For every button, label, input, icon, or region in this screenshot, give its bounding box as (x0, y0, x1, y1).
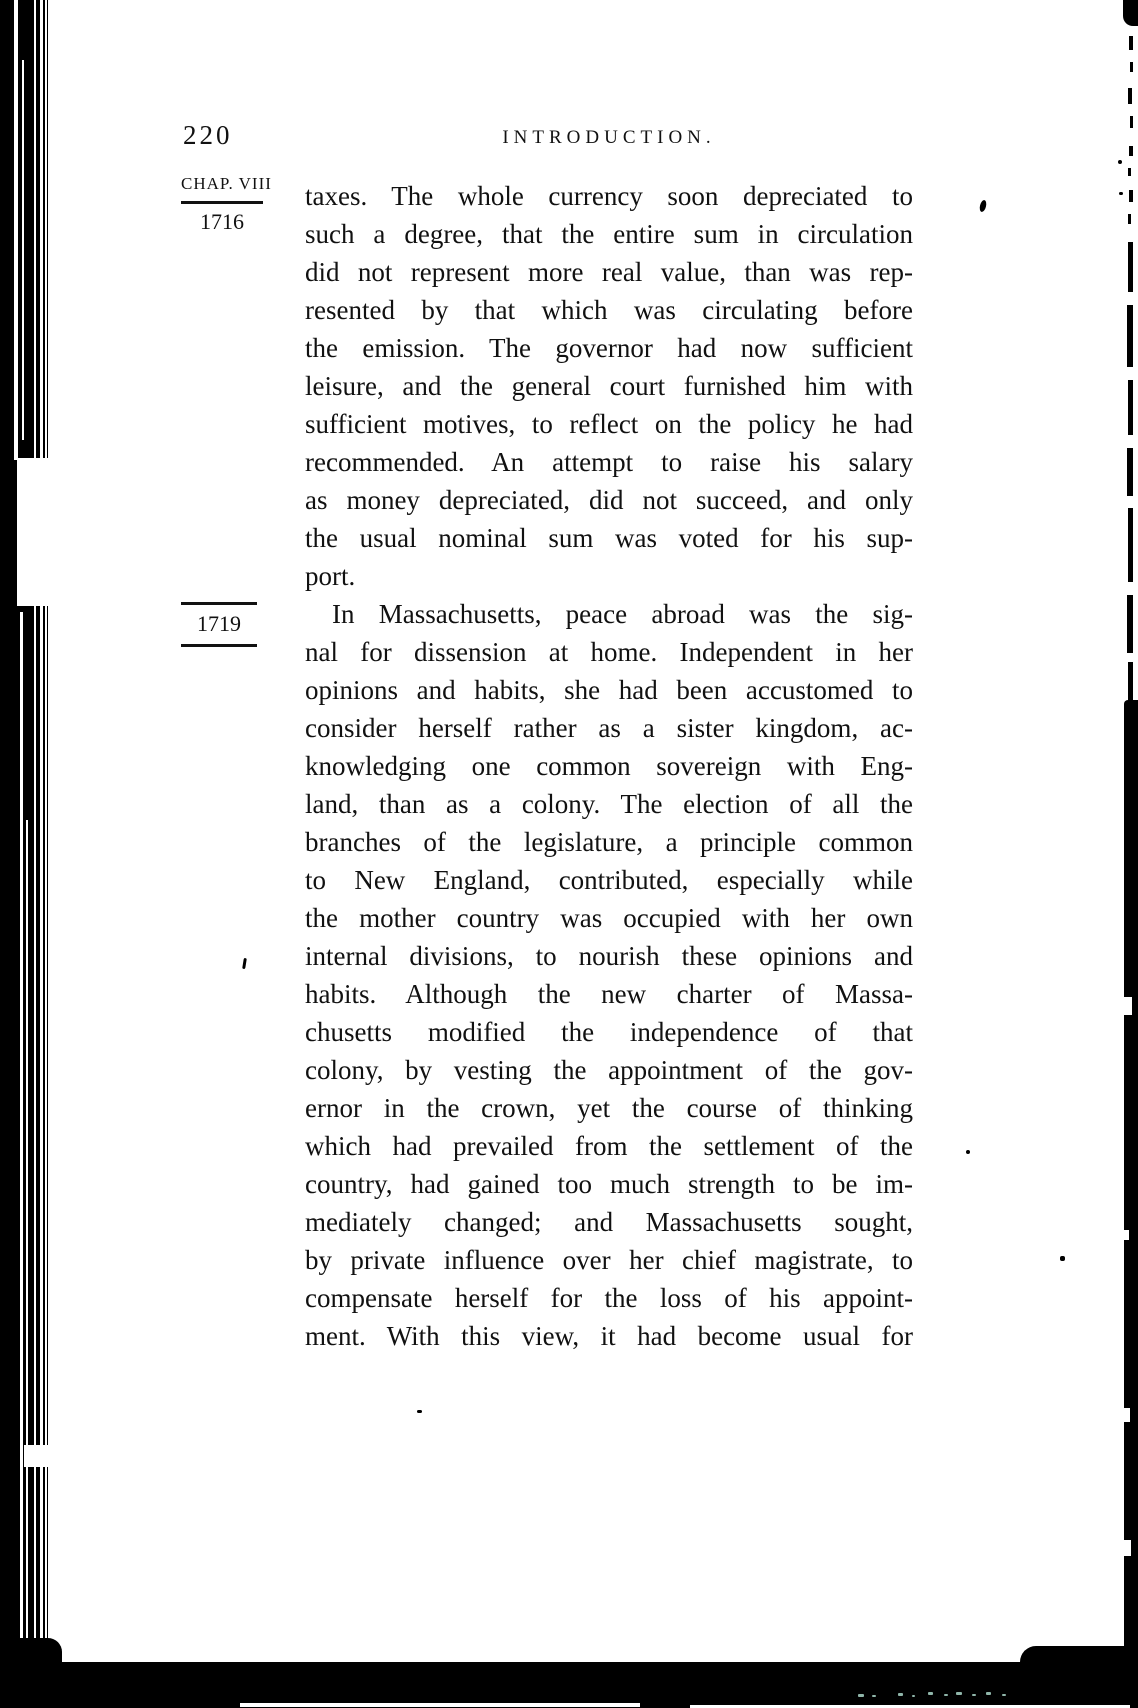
text-line: such a degree, that the entire sum in circulation (305, 219, 913, 249)
scan-edge-right (1127, 448, 1133, 496)
margin-rule (181, 201, 263, 204)
ink-speck (417, 1410, 422, 1413)
scan-speck-teal (944, 1694, 948, 1696)
text-line: knowledging one common sovereign with Eng- (305, 751, 913, 781)
scan-edge-right (1128, 214, 1131, 224)
scan-speck-teal (1002, 1694, 1006, 1696)
text-line: did not represent more real value, than was rep- (305, 257, 913, 287)
margin-note-year (181, 602, 257, 647)
chapter-label: CHAP. VIII (181, 174, 272, 193)
text-line: mediately changed; and Massachusetts sought, (305, 1207, 913, 1237)
body-text (305, 177, 913, 1355)
scan-gutter-streak (45, 0, 47, 1655)
ink-speck (1119, 192, 1123, 195)
text-line: resented by that which was circulating before (305, 295, 913, 325)
scan-edge-notch (1124, 1230, 1129, 1240)
text-line: compensate herself for the loss of his appoint- (305, 1283, 913, 1313)
scan-bottom-sliver (240, 1703, 640, 1707)
text-line: branches of the legislature, a principle common (305, 827, 913, 857)
text-line: colony, by vesting the appointment of the gov- (305, 1055, 913, 1085)
scan-gutter-streak (22, 60, 24, 440)
text-line: sufficient motives, to reflect on the policy he had (305, 409, 913, 439)
scan-speck-teal (858, 1694, 864, 1697)
page-number: 220 (183, 120, 233, 150)
scan-speck-teal (972, 1694, 976, 1696)
text-line: the emission. The governor had now sufficient (305, 333, 913, 363)
scan-edge-right (1128, 662, 1133, 704)
margin-note-chapter (181, 174, 272, 235)
scan-gutter-streak (26, 820, 28, 1660)
running-title: INTRODUCTION. (502, 127, 716, 148)
scan-gutter-streak (20, 612, 23, 1652)
text-line: consider herself rather as a sister kingdom, ac- (305, 713, 913, 743)
scan-gutter-gap (24, 1445, 48, 1467)
ink-speck (1060, 1256, 1065, 1261)
text-line: land, than as a colony. The election of all the (305, 789, 913, 819)
text-line: the usual nominal sum was voted for his sup- (305, 523, 913, 553)
scan-edge-right (1127, 595, 1133, 653)
text-line: internal divisions, to nourish these opinions and (305, 941, 913, 971)
scan-edge-right-bar (1124, 700, 1138, 1652)
text-line: habits. Although the new charter of Massa- (305, 979, 913, 1009)
scan-speck-teal (912, 1695, 915, 1697)
scan-edge-notch (1124, 1540, 1131, 1556)
scan-edge-right (1123, 0, 1138, 26)
scan-edge-notch (1124, 997, 1132, 1015)
text-line: opinions and habits, she had been accustomed to (305, 675, 913, 705)
scan-speck-teal (956, 1692, 962, 1695)
text-line: which had prevailed from the settlement of the (305, 1131, 913, 1161)
scan-edge-right (1129, 146, 1133, 156)
ink-speck (242, 958, 247, 969)
text-line: country, had gained too much strength to be im- (305, 1169, 913, 1199)
margin-year-1719: 1719 (197, 611, 241, 636)
text-line: recommended. An attempt to raise his salary (305, 447, 913, 477)
scan-edge-right (1128, 508, 1133, 582)
text-line: the mother country was occupied with her own (305, 903, 913, 933)
scan-bar-bottom (0, 1662, 1138, 1708)
scan-speck-teal (872, 1695, 876, 1697)
scan-edge-right (1127, 305, 1133, 367)
scan-edge-right (1130, 62, 1133, 72)
scan-edge-right (1129, 190, 1133, 202)
text-line: by private influence over her chief magistrate, to (305, 1245, 913, 1275)
text-line: nal for dissension at home. Independent in her (305, 637, 913, 667)
text-line: ernor in the crown, yet the course of thinking (305, 1093, 913, 1123)
scan-edge-right (1130, 116, 1133, 128)
margin-rule (181, 644, 257, 647)
scan-edge-right (1128, 168, 1131, 176)
ink-speck (966, 1150, 970, 1154)
ink-speck (979, 199, 988, 212)
text-line: In Massachusetts, peace abroad was the sig- (332, 599, 913, 629)
scan-speck-teal (898, 1693, 903, 1696)
text-line: port. (305, 561, 356, 591)
scan-edge-right (1129, 36, 1133, 50)
text-line: leisure, and the general court furnished him with (305, 371, 913, 401)
scan-gutter-streak (14, 0, 18, 460)
margin-year-1716: 1716 (200, 209, 244, 234)
scan-edge-right (1128, 380, 1133, 435)
text-line: ment. With this view, it had become usual for (305, 1321, 913, 1351)
scan-speck-teal (986, 1692, 991, 1695)
text-line: taxes. The whole currency soon depreciated to (305, 181, 913, 211)
scan-edge-notch (1124, 1408, 1130, 1422)
scan-edge-right (1128, 88, 1132, 104)
text-line: chusetts modified the independence of that (305, 1017, 913, 1047)
scan-gutter-gap (17, 458, 48, 606)
margin-rule (181, 602, 257, 605)
text-line: to New England, contributed, especially while (305, 865, 913, 895)
scan-edge-right (1128, 242, 1133, 292)
scan-speck-teal (928, 1692, 933, 1695)
ink-speck (1118, 160, 1122, 164)
text-line: as money depreciated, did not succeed, and only (305, 485, 913, 515)
